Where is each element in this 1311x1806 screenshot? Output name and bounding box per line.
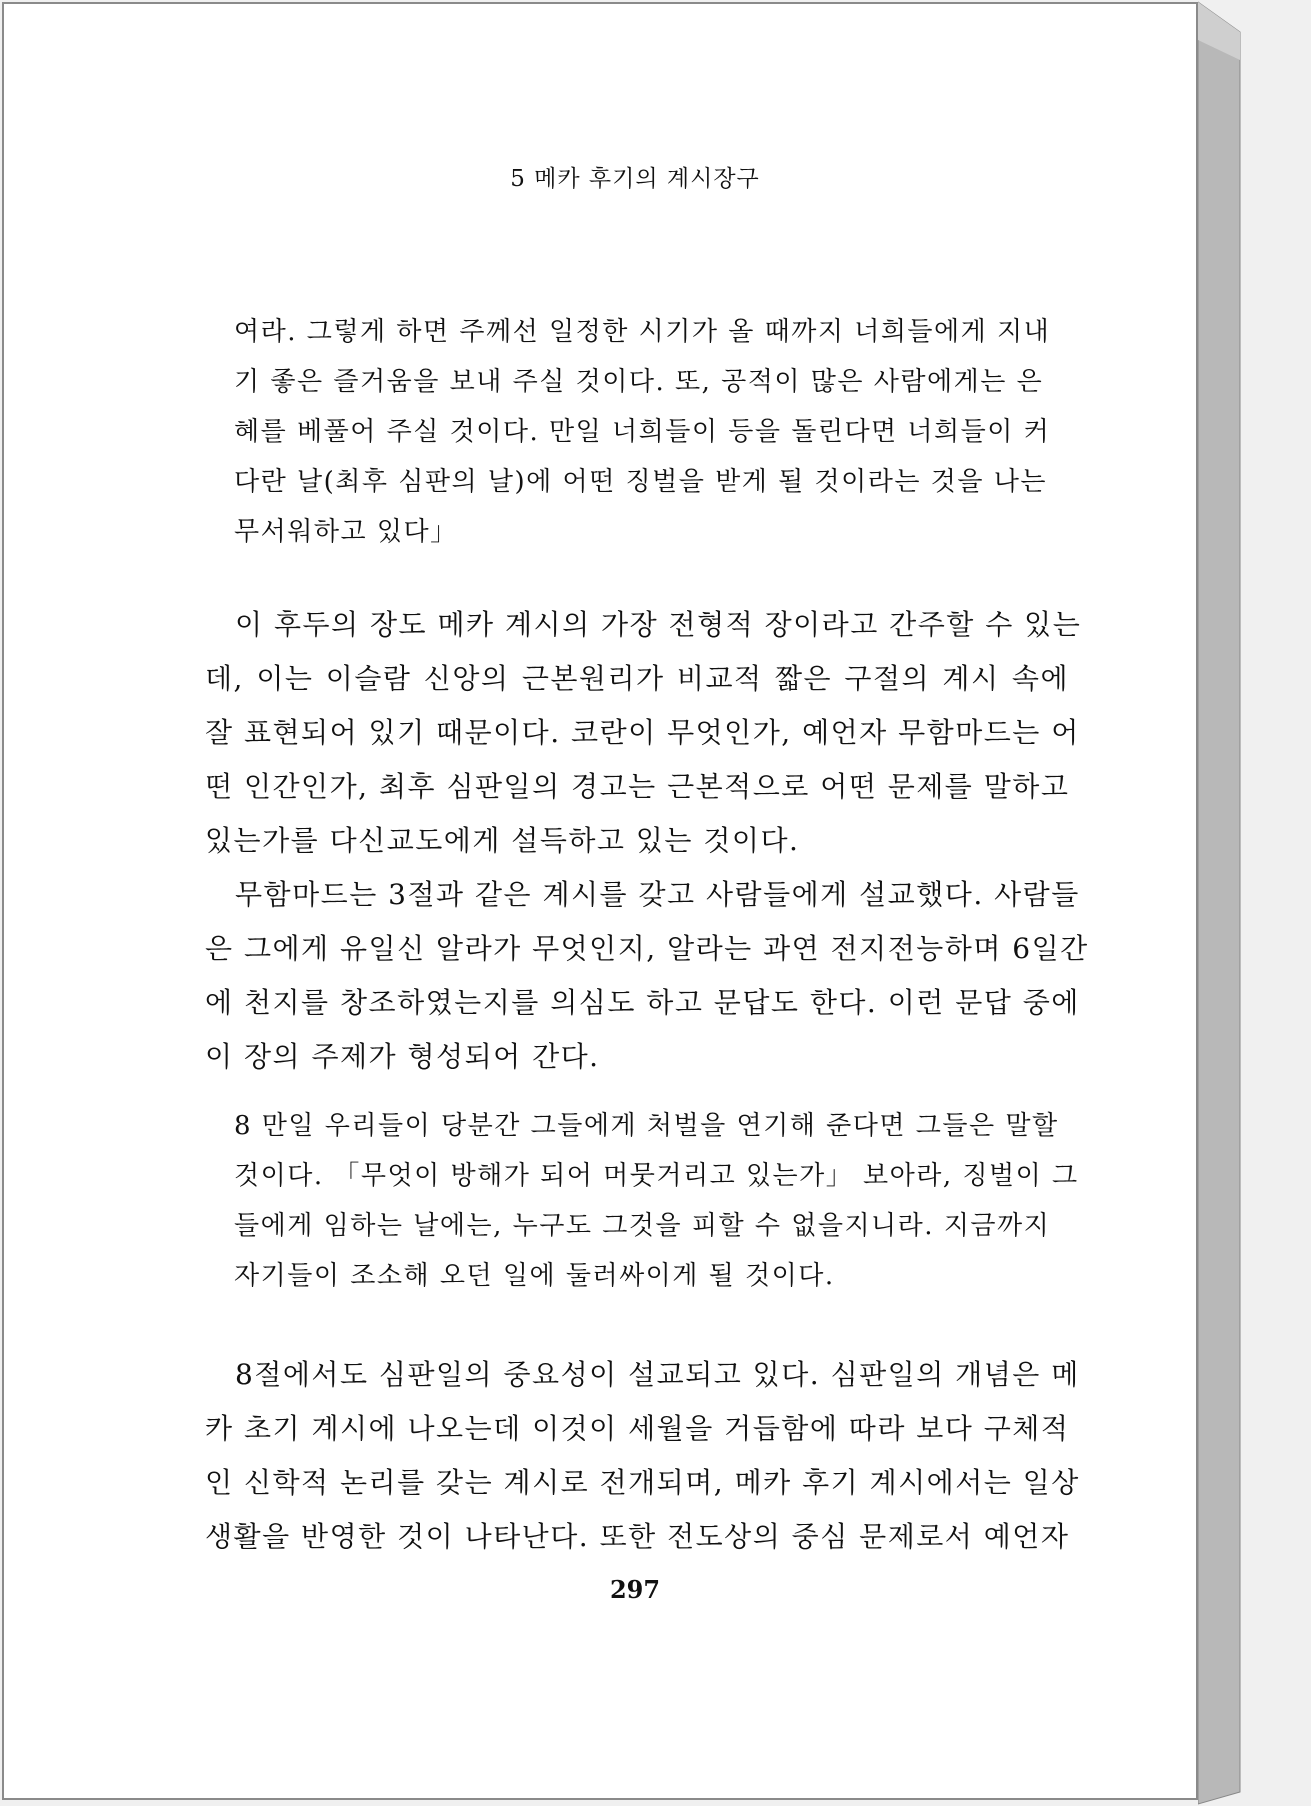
text-line: 기 좋은 즐거움을 보내 주실 것이다. 또, 공적이 많은 사람에게는 은: [234, 367, 1044, 397]
text-line: 무함마드는 3절과 같은 계시를 갖고 사람들에게 설교했다. 사람들: [235, 878, 1080, 911]
text-line: 떤 인간인가, 최후 심판일의 경고는 근본적으로 어떤 문제를 말하고: [205, 770, 1070, 803]
quote-block-1: [234, 307, 1051, 557]
page-number: 297: [609, 1575, 661, 1604]
text-line: 인 신학적 논리를 갖는 계시로 전개되며, 메카 후기 계시에서는 일상: [205, 1466, 1080, 1499]
text-line: 8 만일 우리들이 당분간 그들에게 처벌을 연기해 준다면 그들은 말할: [234, 1111, 1059, 1141]
body-paragraph-1: [205, 598, 1089, 1084]
running-head: 5 메카 후기의 계시장구: [510, 166, 760, 192]
body-paragraph-2: [205, 1348, 1080, 1564]
quote-block-2: [234, 1101, 1079, 1301]
text-line: 이 장의 주제가 형성되어 간다.: [205, 1040, 600, 1073]
text-line: 은 그에게 유일신 알라가 무엇인지, 알라는 과연 전지전능하며 6일간: [205, 932, 1089, 965]
text-line: 다란 날(최후 심판의 날)에 어떤 징벌을 받게 될 것이라는 것을 나는: [234, 467, 1047, 497]
text-line: 무서워하고 있다」: [234, 517, 458, 547]
text-line: 생활을 반영한 것이 나타난다. 또한 전도상의 중심 문제로서 예언자: [205, 1520, 1070, 1553]
text-line: 여라. 그렇게 하면 주께선 일정한 시기가 올 때까지 너희들에게 지내: [234, 317, 1051, 347]
text-line: 데, 이는 이슬람 신앙의 근본원리가 비교적 짧은 구절의 계시 속에: [205, 662, 1069, 695]
text-line: 에 천지를 창조하였는지를 의심도 하고 문답도 한다. 이런 문답 중에: [205, 986, 1080, 1019]
page-edge-shadow: [1198, 0, 1244, 1806]
text-line: 이 후두의 장도 메카 계시의 가장 전형적 장이라고 간주할 수 있는: [235, 608, 1082, 641]
text-line: 자기들이 조소해 오던 일에 둘러싸이게 될 것이다.: [234, 1261, 835, 1291]
text-line: 것이다. 「무엇이 방해가 되어 머뭇거리고 있는가」 보아라, 징벌이 그: [234, 1161, 1079, 1191]
text-line: 혜를 베풀어 주실 것이다. 만일 너희들이 등을 돌린다면 너희들이 커: [234, 417, 1051, 447]
text-line: 들에게 임하는 날에는, 누구도 그것을 피할 수 없을지니라. 지금까지: [234, 1211, 1051, 1241]
text-line: 카 초기 계시에 나오는데 이것이 세월을 거듭함에 따라 보다 구체적: [205, 1412, 1070, 1445]
text-line: 8절에서도 심판일의 중요성이 설교되고 있다. 심판일의 개념은 메: [235, 1358, 1080, 1391]
text-line: 잘 표현되어 있기 때문이다. 코란이 무엇인가, 예언자 무함마드는 어: [205, 716, 1080, 749]
text-line: 있는가를 다신교도에게 설득하고 있는 것이다.: [205, 824, 800, 857]
